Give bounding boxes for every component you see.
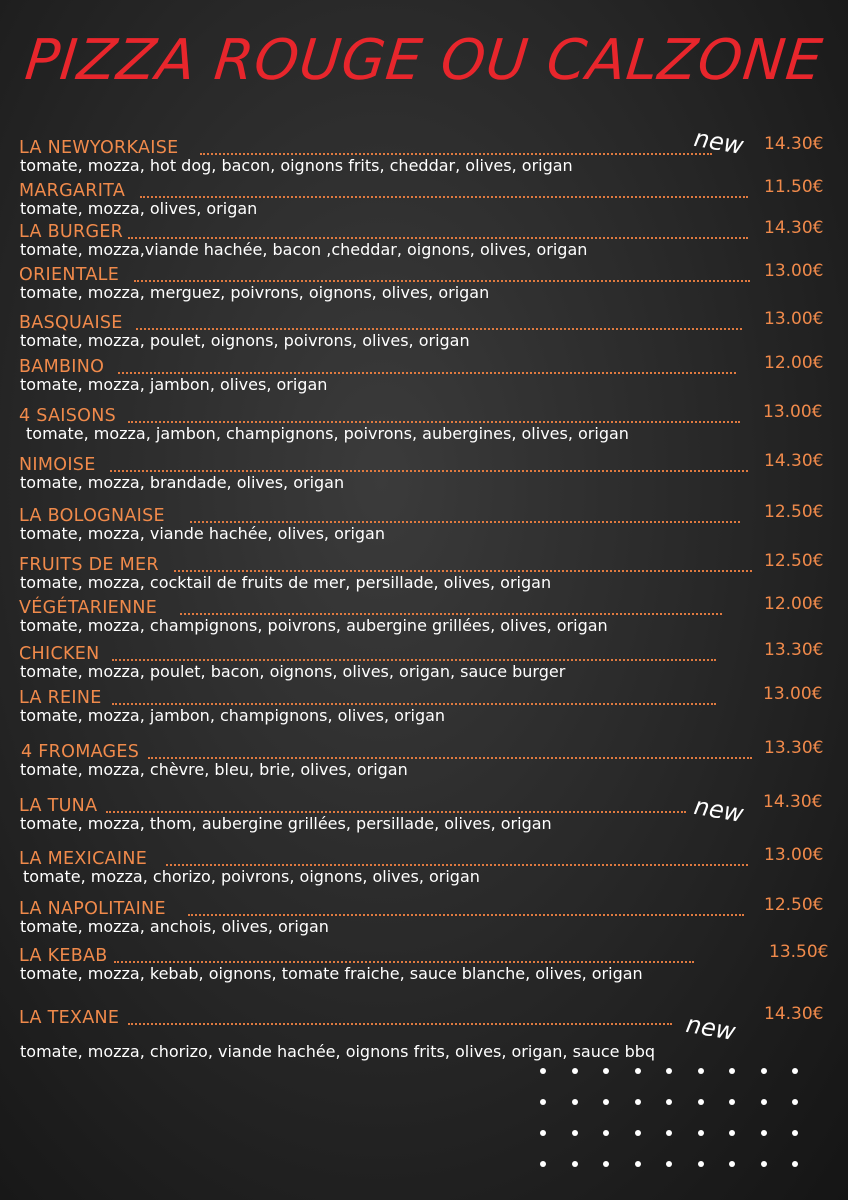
item-description: tomate, mozza,viande hachée, bacon ,cheddar, oignons, olives, origan [20,240,588,259]
grid-dot [540,1161,546,1167]
item-price: 13.00€ [764,261,824,281]
dotted-leader [112,703,716,705]
dotted-leader [166,864,748,866]
grid-dot [792,1099,798,1105]
grid-dot [729,1099,735,1105]
menu-item [0,309,848,363]
item-price: 13.30€ [764,640,824,660]
item-name: LA TEXANE [19,1008,120,1028]
grid-dot [666,1130,672,1136]
grid-dot [635,1068,641,1074]
item-name: MARGARITA [19,181,126,201]
grid-dot [666,1161,672,1167]
menu-item [0,451,848,505]
item-price: 14.30€ [764,218,824,238]
item-name: LA TUNA [19,796,98,816]
item-name: LA KEBAB [19,946,108,966]
grid-dot [698,1130,704,1136]
item-price: 12.00€ [764,594,824,614]
dotted-leader [174,570,752,572]
menu-item [0,502,848,556]
item-price: 12.50€ [764,502,824,522]
item-description: tomate, mozza, brandade, olives, origan [20,473,345,492]
menu-item [0,684,848,738]
menu-item [0,640,848,694]
grid-dot [603,1099,609,1105]
dotted-leader [134,280,750,282]
item-price: 13.00€ [763,402,823,422]
grid-dot [761,1099,767,1105]
menu-item [0,353,848,407]
dotted-leader [110,470,748,472]
item-price: 13.00€ [764,309,824,329]
item-price: 12.50€ [764,551,824,571]
dotted-leader [128,1023,672,1025]
item-price: 12.50€ [764,895,824,915]
item-name: LA BURGER [19,222,124,242]
item-description: tomate, mozza, chorizo, poivrons, oignons, olives, origan [23,867,480,886]
grid-dot [635,1099,641,1105]
item-name: LA BOLOGNAISE [19,506,165,526]
item-name: 4 FROMAGES [21,742,140,762]
grid-dot [698,1099,704,1105]
grid-dot [572,1161,578,1167]
item-name: 4 SAISONS [19,406,117,426]
item-description: tomate, mozza, jambon, champignons, olives, origan [20,706,446,725]
dotted-leader [118,372,736,374]
menu-item [0,261,848,315]
grid-dot [540,1099,546,1105]
grid-dot [729,1068,735,1074]
grid-dot [761,1161,767,1167]
item-name: FRUITS DE MER [19,555,159,575]
grid-dot [698,1068,704,1074]
new-badge: new [691,791,746,829]
item-description: tomate, mozza, jambon, champignons, poivrons, aubergines, olives, origan [26,424,629,443]
item-description: tomate, mozza, thom, aubergine grillées, persillade, olives, origan [20,814,552,833]
item-description: tomate, mozza, cocktail de fruits de mer, persillade, olives, origan [20,573,552,592]
menu-item [0,942,848,996]
item-name: NIMOISE [19,455,96,475]
grid-dot [761,1068,767,1074]
item-description: tomate, mozza, viande hachée, olives, origan [20,524,385,543]
item-name: BAMBINO [19,357,105,377]
grid-dot [540,1068,546,1074]
item-description: tomate, mozza, poulet, bacon, oignons, olives, origan, sauce burger [20,662,566,681]
item-price: 14.30€ [763,792,823,812]
item-description: tomate, mozza, olives, origan [20,199,258,218]
new-badge: new [691,123,746,161]
dotted-leader [148,757,752,759]
dotted-leader [112,659,716,661]
grid-dot [729,1161,735,1167]
grid-dot [572,1099,578,1105]
menu-item [0,845,848,899]
grid-dot [729,1130,735,1136]
item-name: LA MEXICAINE [19,849,148,869]
grid-dot [792,1161,798,1167]
grid-dot [603,1161,609,1167]
dotted-leader [188,914,744,916]
grid-dot [603,1068,609,1074]
item-description: tomate, mozza, kebab, oignons, tomate fraiche, sauce blanche, olives, origan [20,964,643,983]
menu-title: PIZZA ROUGE OU CALZONE [22,28,826,93]
item-price: 13.00€ [764,845,824,865]
item-description: tomate, mozza, chorizo, viande hachée, oignons frits, olives, origan, sauce bbq [20,1042,656,1061]
menu-item [0,738,848,792]
dotted-leader [128,237,748,239]
grid-dot [666,1068,672,1074]
grid-dot [540,1130,546,1136]
grid-dot [635,1130,641,1136]
item-price: 12.00€ [764,353,824,373]
menu-item [0,402,848,456]
grid-dot [792,1130,798,1136]
item-name: VÉGÉTARIENNE [19,598,158,618]
menu-item [0,594,848,648]
item-name: LA NAPOLITAINE [19,899,166,919]
item-price: 13.00€ [763,684,823,704]
grid-dot [635,1161,641,1167]
item-description: tomate, mozza, jambon, olives, origan [20,375,328,394]
menu-item [0,895,848,949]
item-price: 14.30€ [764,451,824,471]
dotted-leader [190,521,740,523]
dotted-leader [114,961,694,963]
dotted-leader [136,328,742,330]
grid-dot [572,1130,578,1136]
grid-dot [698,1161,704,1167]
item-price: 13.30€ [764,738,824,758]
dotted-leader [106,811,686,813]
grid-dot [761,1130,767,1136]
item-description: tomate, mozza, chèvre, bleu, brie, olives, origan [20,760,408,779]
item-price: 14.30€ [764,1004,824,1024]
item-price: 13.50€ [769,942,829,962]
item-description: tomate, mozza, hot dog, bacon, oignons frits, cheddar, olives, origan [20,156,573,175]
item-price: 11.50€ [764,177,824,197]
dotted-leader [200,153,712,155]
item-name: LA NEWYORKAISE [19,138,179,158]
grid-dot [572,1068,578,1074]
item-name: CHICKEN [19,644,100,664]
item-description: tomate, mozza, champignons, poivrons, aubergine grillées, olives, origan [20,616,608,635]
dotted-leader [128,421,740,423]
grid-dot [666,1099,672,1105]
item-description: tomate, mozza, anchois, olives, origan [20,917,329,936]
item-name: BASQUAISE [19,313,123,333]
item-name: LA REINE [19,688,102,708]
item-price: 14.30€ [764,134,824,154]
grid-dot [603,1130,609,1136]
grid-dot [792,1068,798,1074]
new-badge: new [683,1009,738,1047]
dotted-leader [180,613,722,615]
dotted-leader [140,196,748,198]
item-description: tomate, mozza, poulet, oignons, poivrons, olives, origan [20,331,470,350]
item-name: ORIENTALE [19,265,120,285]
item-description: tomate, mozza, merguez, poivrons, oignons, olives, origan [20,283,490,302]
